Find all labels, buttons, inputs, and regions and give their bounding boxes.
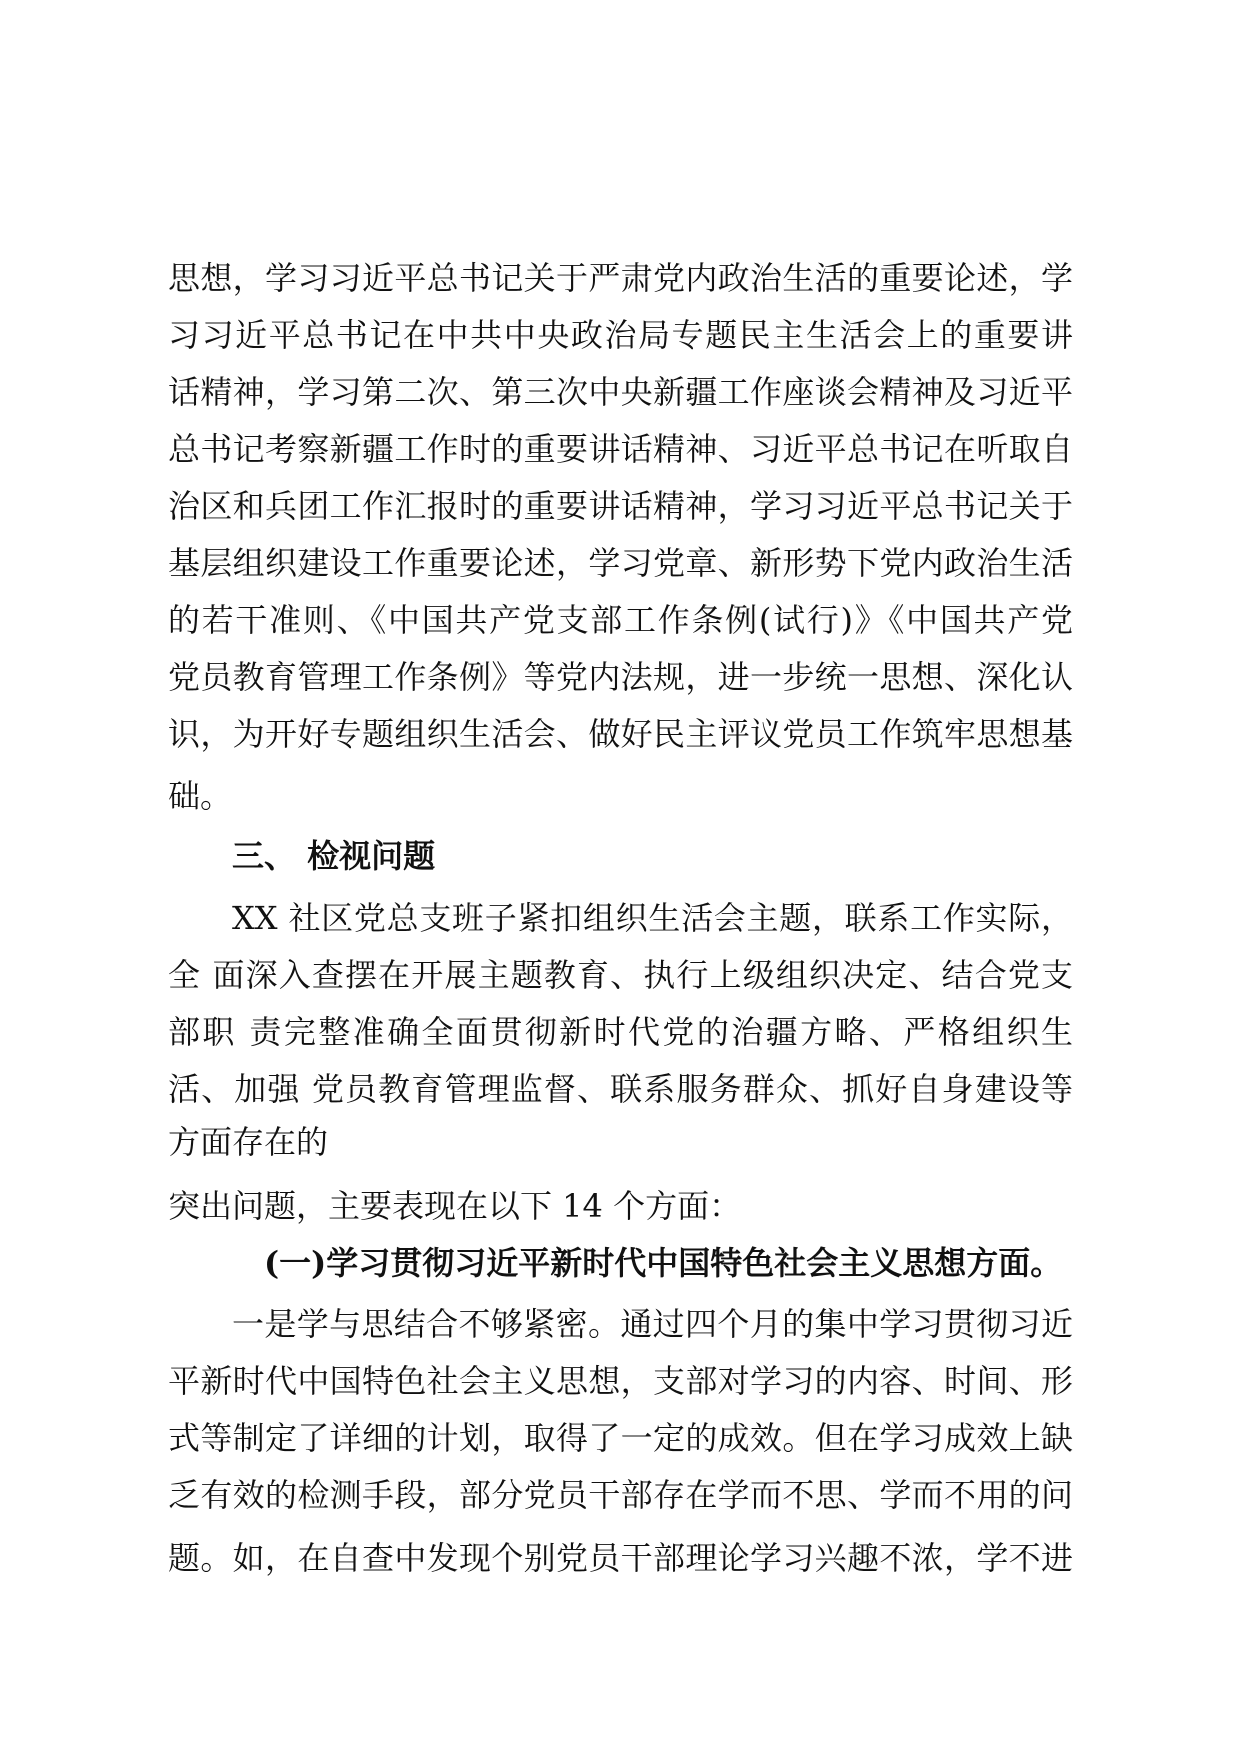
subsection-heading: (一)学习贯彻习近平新时代中国特色社会主义思想方面。 [264, 1244, 1063, 1282]
paragraph-line: XX 社区党总支班子紧扣组织生活会主题，联系工作实际， [232, 899, 1073, 937]
paragraph-line: 础。 [168, 777, 233, 815]
paragraph-line: 党员教育管理工作条例》等党内法规，进一步统一思想、深化认 [168, 658, 1073, 696]
paragraph-line: 全 面深入查摆在开展主题教育、执行上级组织决定、结合党支 [168, 956, 1073, 994]
paragraph-line: 部职 责完整准确全面贯彻新时代党的治疆方略、严格组织生 [168, 1013, 1073, 1051]
paragraph-line: 一是学与思结合不够紧密。通过四个月的集中学习贯彻习近 [232, 1305, 1073, 1343]
paragraph-line: 话精神，学习第二次、第三次中央新疆工作座谈会精神及习近平 [168, 373, 1073, 411]
paragraph-line: 题。如，在自查中发现个别党员干部理论学习兴趣不浓，学不进 [168, 1539, 1073, 1577]
paragraph-line: 治区和兵团工作汇报时的重要讲话精神，学习习近平总书记关于 [168, 487, 1073, 525]
paragraph-line: 总书记考察新疆工作时的重要讲话精神、习近平总书记在听取自 [168, 430, 1073, 468]
paragraph-line: 识，为开好专题组织生活会、做好民主评议党员工作筑牢思想基 [168, 715, 1073, 753]
paragraph-line: 基层组织建设工作重要论述，学习党章、新形势下党内政治生活 [168, 544, 1073, 582]
paragraph-line: 平新时代中国特色社会主义思想，支部对学习的内容、时间、形 [168, 1362, 1073, 1400]
paragraph-line: 式等制定了详细的计划，取得了一定的成效。但在学习成效上缺 [168, 1419, 1073, 1457]
section-heading: 三、 检视问题 [232, 837, 436, 875]
paragraph-line: 思想，学习习近平总书记关于严肃党内政治生活的重要论述，学 [168, 259, 1073, 297]
paragraph-line: 的若干准则、《中国共产党支部工作条例(试行)》《中国共产党 [168, 601, 1073, 639]
paragraph-line: 突出问题，主要表现在以下 14 个方面： [168, 1187, 742, 1225]
paragraph-line: 习习近平总书记在中共中央政治局专题民主生活会上的重要讲 [168, 316, 1073, 354]
paragraph-line: 活、加强 党员教育管理监督、联系服务群众、抓好自身建设等 [168, 1070, 1073, 1108]
paragraph-line: 方面存在的 [168, 1123, 329, 1161]
paragraph-line: 乏有效的检测手段，部分党员干部存在学而不思、学而不用的问 [168, 1476, 1073, 1514]
